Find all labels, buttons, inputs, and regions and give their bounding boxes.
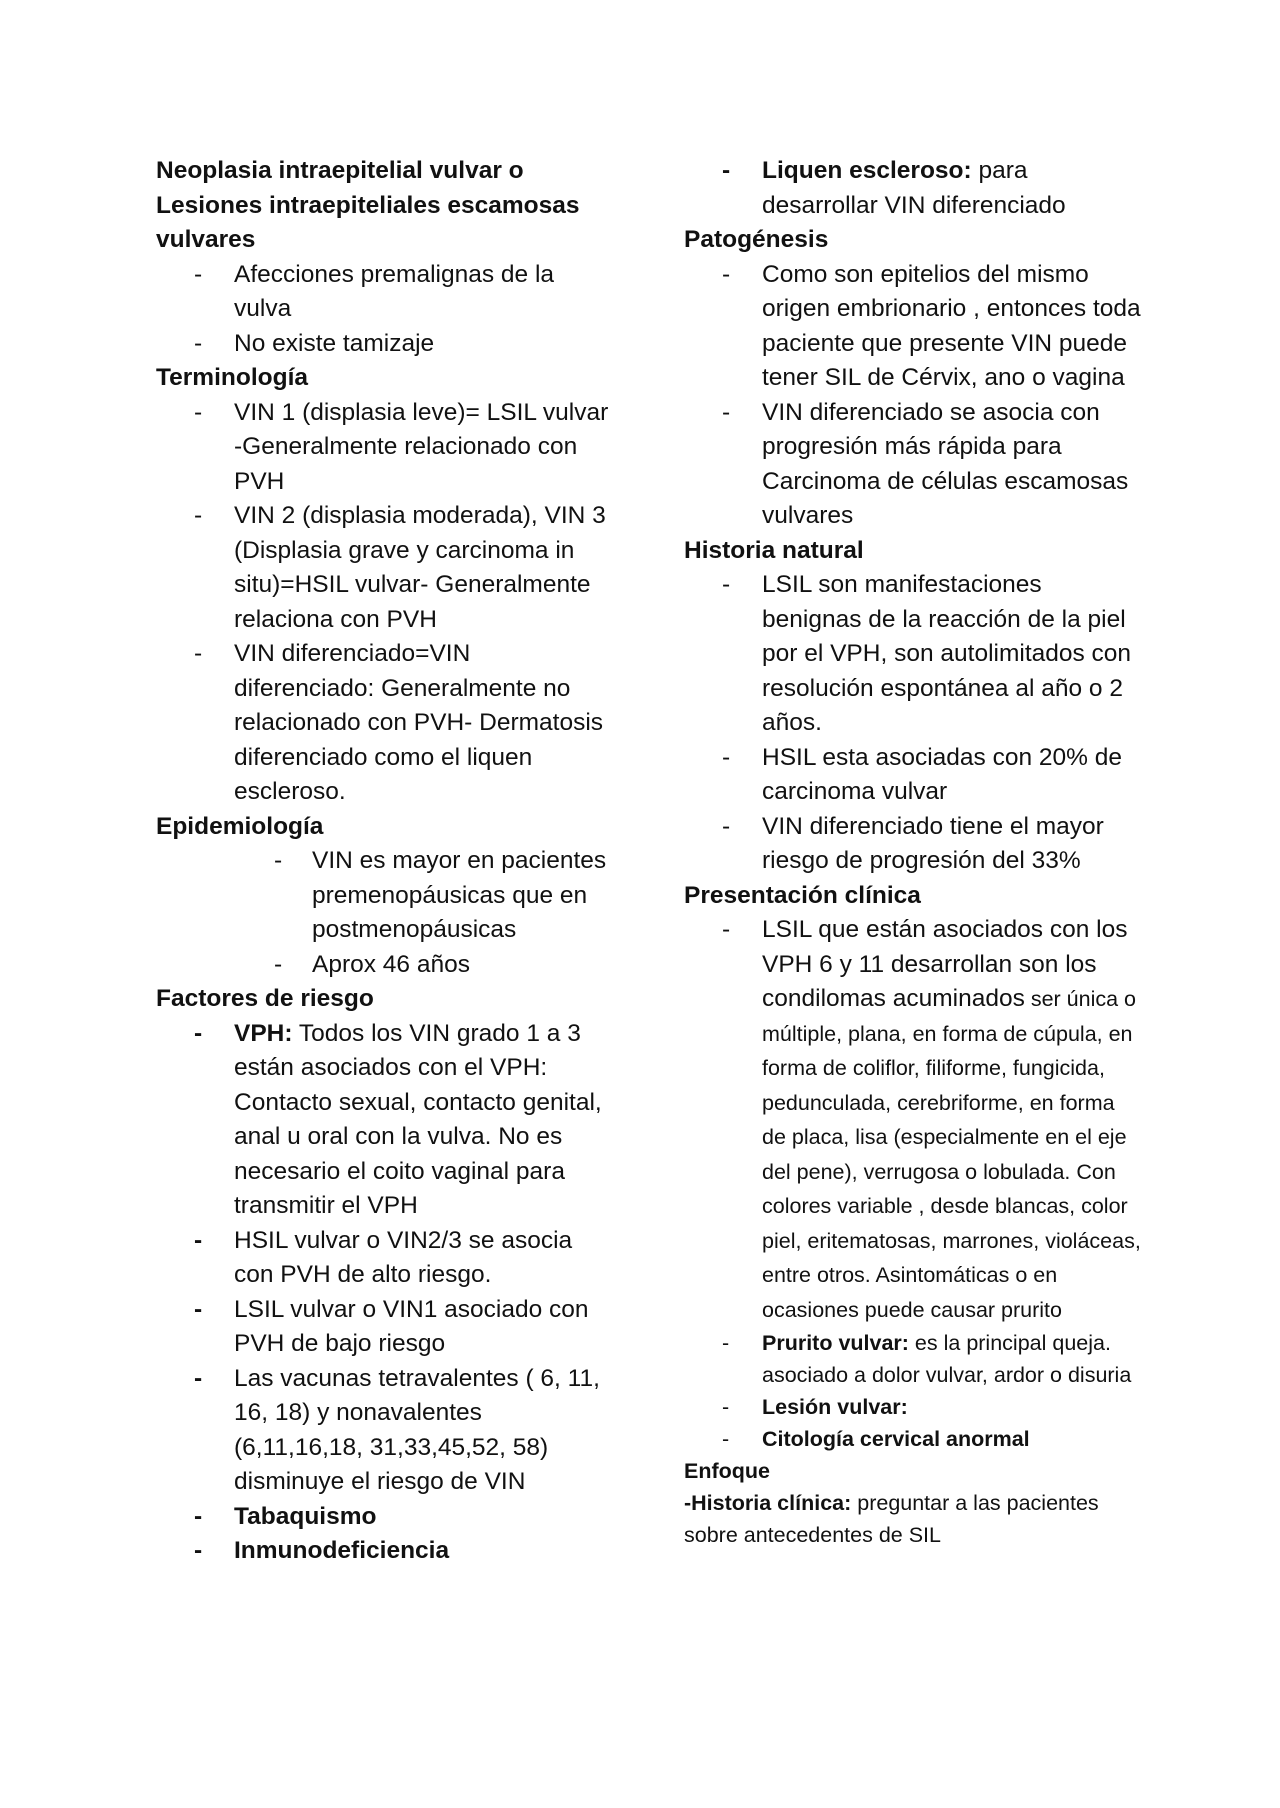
section-heading-epidemiologia: Epidemiología [156, 812, 324, 840]
list-item: - VIN diferenciado se asocia con progresión más rápida para Carcinoma de células escamosas vulvares [722, 398, 1129, 529]
list-item: - LSIL son manifestaciones benignas de la reacción de la piel por el VPH, son autolimitados con resolución espontánea al año o 2 años. [722, 571, 1132, 736]
factores-list [156, 1017, 616, 1569]
list-item: - Aprox 46 años [274, 950, 470, 978]
document-title [156, 154, 616, 258]
list-item: - Lesión vulvar: [722, 1395, 908, 1419]
list-item: - VIN diferenciado=VIN diferenciado: Generalmente no relacionado con PVH- Dermatosis diferenciado como el liquen escleroso. [194, 640, 604, 805]
title-line-1: Neoplasia intraepitelial vulvar o [156, 157, 524, 184]
list-item: - VIN 1 (displasia leve)= LSIL vulvar -Generalmente relacionado con PVH [194, 398, 609, 495]
list-item: - Como son epitelios del mismo origen embrionario , entonces toda paciente que presente VIN puede tener SIL de Cérvix, ano o vagina [722, 260, 1141, 391]
list-item: - Citología cervical anormal [722, 1427, 1030, 1451]
list-item: - LSIL que están asociados con los VPH 6 y 11 desarrollan son los condilomas acuminados ser única o múltiple, plana, en forma de cúpula, en forma de coliflor, filiforme, fungicida, pedunculada, cerebriforme, en forma de placa, lisa (especialmente en el eje del pene), verrugosa o lobulada. Con colores variable , desde blancas, color piel, eritematosas, marrones, violáceas, entre otros. Asintomáticas o en ocasiones puede causar prurito [722, 916, 1141, 1322]
left-column [156, 154, 616, 1569]
historia-list [684, 568, 1144, 879]
list-item: - Las vacunas tetravalentes ( 6, 11, 16, 18) y nonavalentes (6,11,16,18, 31,33,45,52, 58) disminuye el riesgo de VIN [194, 1364, 600, 1495]
list-item: - VIN es mayor en pacientes premenopáusicas que en postmenopáusicas [274, 847, 607, 943]
list-item: - HSIL esta asociadas con 20% de carcinoma vulvar [722, 743, 1123, 805]
section-heading-terminologia: Terminología [156, 364, 309, 391]
list-item: - VIN 2 (displasia moderada), VIN 3 (Displasia grave y carcinoma in situ)=HSIL vulvar- Generalmente relaciona con PVH [194, 502, 606, 633]
section-heading-enfoque: Enfoque [684, 1459, 770, 1483]
list-item: - VIN diferenciado tiene el mayor riesgo de progresión del 33% [722, 812, 1104, 874]
list-item: - Liquen escleroso: para desarrollar VIN diferenciado [722, 157, 1066, 219]
title-line-3: vulvares [156, 226, 256, 253]
list-item: - Inmunodeficiencia [194, 1537, 450, 1564]
patogenesis-list [684, 258, 1144, 534]
factores-continued-list [684, 154, 1144, 223]
list-item: - VPH: Todos los VIN grado 1 a 3 están asociados con el VPH: Contacto sexual, contacto genital, anal u oral con la vulva. No es necesario el coito vaginal para transmitir el VPH [194, 1019, 602, 1219]
intro-list [156, 258, 616, 362]
presentacion-list [684, 913, 1144, 1455]
section-heading-historia-natural: Historia natural [684, 536, 864, 564]
list-item: - No existe tamizaje [194, 329, 435, 357]
epidemiologia-list [156, 844, 616, 982]
list-item: - LSIL vulvar o VIN1 asociado con PVH de bajo riesgo [194, 1295, 589, 1357]
section-heading-factores: Factores de riesgo [156, 985, 374, 1012]
enfoque-historia-clinica: -Historia clínica: preguntar a las pacientes sobre antecedentes de SIL [684, 1491, 1099, 1547]
terminologia-list [156, 396, 616, 810]
list-item: - Afecciones premalignas de la vulva [194, 260, 555, 322]
section-heading-presentacion: Presentación clínica [684, 881, 921, 909]
list-item: - Tabaquismo [194, 1502, 377, 1530]
list-item: - HSIL vulvar o VIN2/3 se asocia con PVH de alto riesgo. [194, 1226, 573, 1288]
title-line-2: Lesiones intraepiteliales escamosas [156, 191, 580, 219]
section-heading-patogenesis: Patogénesis [684, 226, 829, 253]
right-column [684, 154, 1144, 1551]
list-item: - Prurito vulvar: es la principal queja. asociado a dolor vulvar, ardor o disuria [722, 1331, 1132, 1387]
